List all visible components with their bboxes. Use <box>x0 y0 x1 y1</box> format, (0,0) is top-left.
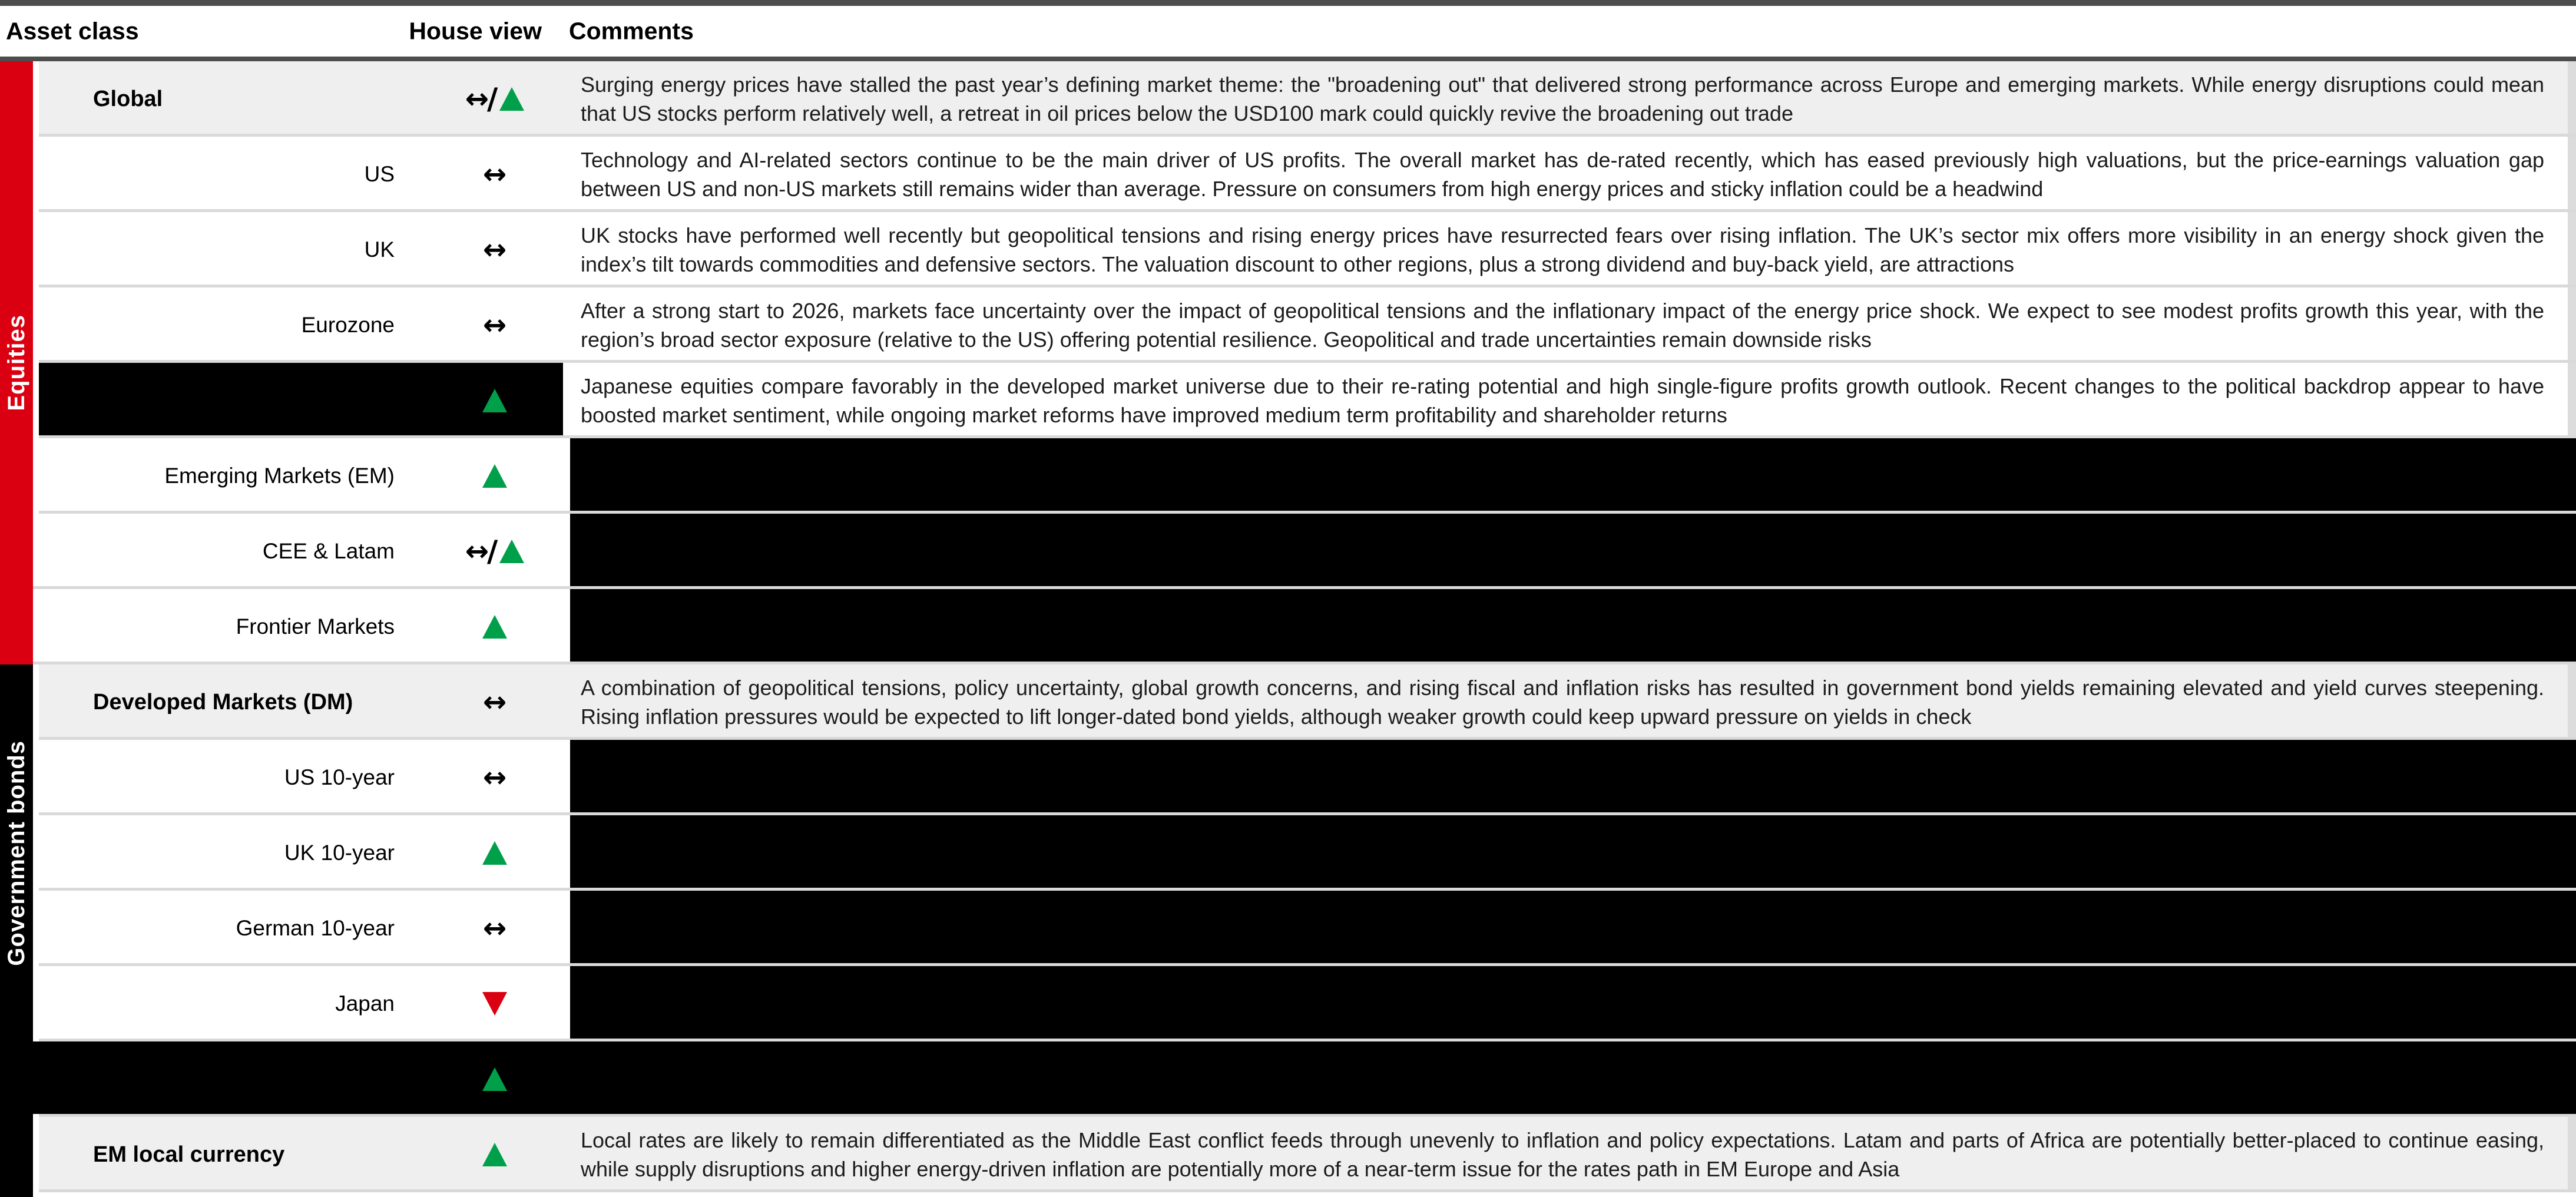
table-body <box>0 61 2576 1197</box>
table-row-eurozone <box>39 287 2576 363</box>
up-triangle-icon <box>482 1067 507 1091</box>
house-view-cell <box>436 992 554 1016</box>
neutral-arrow-icon: ↔ <box>482 912 507 945</box>
rows-container <box>39 61 2576 1192</box>
comment-cell <box>570 61 2576 137</box>
comment-cell <box>570 1041 2576 1117</box>
asset-class-cell <box>39 815 563 891</box>
neutral-arrow-icon: ↔ <box>482 686 507 719</box>
up-triangle-icon <box>482 841 507 865</box>
up-triangle-icon <box>482 1143 507 1166</box>
asset-class-cell <box>39 61 563 137</box>
comment-text: A combination of geopolitical tensions, policy uncertainty, global growth concerns, and rising fiscal and inflation risks has resulted in government bond yields remaining elevated and yield curves steepening. Rising inflation pressures would be expected to lift longer-dated bond yields, although weaker growth could keep upward pressure on yields in check <box>581 676 2544 729</box>
asset-class-cell <box>39 514 563 589</box>
column-gutter <box>563 438 570 514</box>
house-view-cell <box>436 841 554 865</box>
column-gutter <box>563 815 570 891</box>
table-row-uk <box>39 212 2576 287</box>
table-row-developed-markets-dm <box>39 664 2576 740</box>
comment-text: Technology and AI-related sectors continue to be the main driver of US profits. The overall market has de-rated recently, which has eased previously high valuations, but the price-earnings valuation gap between US and non-US markets still remains wider than average. Pressure on consumers from high energy prices and sticky inflation could be a headwind <box>581 148 2544 201</box>
comment-cell <box>570 363 2576 438</box>
up-triangle-icon <box>482 464 507 488</box>
asset-class-cell <box>39 1117 563 1192</box>
up-triangle-icon <box>482 389 507 412</box>
comment-cell <box>570 740 2576 815</box>
sidebar-section-equities <box>0 61 33 664</box>
table-row-japan <box>39 966 2576 1041</box>
table-row-cee-latam <box>39 514 2576 589</box>
sidebar-section-redacted <box>0 1041 33 1197</box>
column-gutter <box>563 664 570 740</box>
column-gutter <box>563 137 570 212</box>
table-row-frontier-markets <box>39 589 2576 664</box>
column-gutter <box>563 212 570 287</box>
house-view-cell <box>436 686 554 719</box>
column-gutter <box>563 1041 570 1117</box>
table-row-global <box>39 61 2576 137</box>
asset-class-cell <box>39 363 563 438</box>
slash-separator: / <box>486 82 498 116</box>
comment-cell <box>570 891 2576 966</box>
up-triangle-icon <box>482 615 507 639</box>
comment-cell <box>570 589 2576 664</box>
comment-cell <box>570 966 2576 1041</box>
up-triangle-icon <box>499 540 524 563</box>
asset-class-cell <box>39 740 563 815</box>
asset-class-label: Frontier Markets <box>236 614 395 639</box>
table-row-em-local-currency <box>39 1117 2576 1192</box>
asset-class-cell <box>39 589 563 664</box>
table-row-redacted-4 <box>39 363 2576 438</box>
neutral-arrow-icon: ↔ <box>482 761 507 794</box>
house-view-cell <box>436 1067 554 1091</box>
comment-cell <box>570 287 2576 363</box>
house-view-cell <box>436 1143 554 1166</box>
column-gutter <box>563 891 570 966</box>
asset-class-cell <box>39 438 563 514</box>
sidebar-section-government-bonds <box>0 664 33 1041</box>
comment-cell <box>570 137 2576 212</box>
comment-cell <box>570 514 2576 589</box>
comment-cell <box>570 664 2576 740</box>
house-view-cell <box>436 464 554 488</box>
comment-cell <box>570 815 2576 891</box>
asset-class-cell <box>39 287 563 363</box>
comment-cell <box>570 212 2576 287</box>
table-row-emerging-markets-em <box>39 438 2576 514</box>
column-gutter <box>563 589 570 664</box>
house-view-cell <box>436 309 554 342</box>
table-row-uk-10-year <box>39 815 2576 891</box>
column-gutter <box>563 514 570 589</box>
slash-separator: / <box>486 534 498 568</box>
asset-class-label: Japan <box>335 991 395 1016</box>
comment-text: UK stocks have performed well recently but geopolitical tensions and rising energy prices have resurrected fears over rising inflation. The UK’s sector mix offers more visibility in an energy shock given the index’s tilt towards commodities and defensive sectors. The valuation discount to other regions, plus a strong dividend and buy-back yield, are attractions <box>581 223 2544 276</box>
house-view-cell <box>436 84 554 114</box>
sidebar-label-equities: Equities <box>3 315 29 411</box>
column-gutter <box>563 1117 570 1192</box>
table-row-us-10-year <box>39 740 2576 815</box>
col-header-house-view: House view <box>409 17 542 45</box>
col-header-asset-class: Asset class <box>6 17 139 45</box>
asset-class-label: UK 10-year <box>284 841 395 865</box>
asset-class-cell <box>39 664 563 740</box>
comment-text: After a strong start to 2026, markets face uncertainty over the impact of geopolitical tensions and the inflationary impact of the energy price shock. We expect to see modest profits growth this year, with the region’s broad sector exposure (relative to the US) offering potential resilience. Geopolitical and trade uncertainties remain downside risks <box>581 299 2544 352</box>
asset-class-label: Global <box>93 86 163 111</box>
house-view-cell <box>436 160 554 189</box>
up-triangle-icon <box>499 87 524 111</box>
asset-class-label: US 10-year <box>284 765 395 789</box>
neutral-arrow-icon: ↔ <box>482 309 507 342</box>
table-row-us <box>39 137 2576 212</box>
asset-class-label: Developed Markets (DM) <box>93 689 353 715</box>
asset-class-label: UK <box>364 237 395 262</box>
house-view-cell <box>436 534 554 568</box>
down-triangle-icon <box>482 992 507 1016</box>
asset-class-label: Emerging Markets (EM) <box>164 464 395 488</box>
table-row-german-10-year <box>39 891 2576 966</box>
column-gutter <box>563 61 570 137</box>
asset-class-cell <box>39 212 563 287</box>
header-rule <box>0 57 2576 61</box>
neutral-arrow-icon: ↔ <box>465 535 489 568</box>
column-gutter <box>563 363 570 438</box>
comment-text: Local rates are likely to remain differentiated as the Middle East conflict feeds through unevenly to inflation and policy expectations. Latam and parts of Africa are potentially better-placed to continue easing, while supply disruptions and higher energy-driven inflation are potentially more of a near-term issue for the rates path in EM Europe and Asia <box>581 1128 2544 1181</box>
asset-class-cell <box>39 966 563 1041</box>
asset-class-label: German 10-year <box>236 916 395 940</box>
neutral-arrow-icon: ↔ <box>482 158 507 191</box>
column-gutter <box>563 287 570 363</box>
asset-class-label: Eurozone <box>301 313 395 337</box>
neutral-arrow-icon: ↔ <box>482 233 507 266</box>
table-row-redacted-13 <box>39 1041 2576 1117</box>
house-view-cell <box>436 615 554 639</box>
house-view-cell <box>436 233 554 266</box>
column-gutter <box>563 740 570 815</box>
col-header-comments: Comments <box>569 17 694 45</box>
asset-class-label: EM local currency <box>93 1142 285 1167</box>
asset-class-cell <box>39 1041 563 1117</box>
column-gutter <box>563 966 570 1041</box>
asset-class-label: US <box>364 162 395 186</box>
house-view-cell <box>436 389 554 412</box>
table-header <box>0 6 2576 57</box>
asset-class-cell <box>39 137 563 212</box>
comment-cell <box>570 1117 2576 1192</box>
comment-text: Surging energy prices have stalled the past year’s defining market theme: the "broadening out" that delivered strong performance across Europe and emerging markets. While energy disruptions could mean that US stocks perform relatively well, a retreat in oil prices below the USD100 mark could quickly revive the broadening out trade <box>581 72 2544 125</box>
sidebar-label-government-bonds: Government bonds <box>3 740 29 966</box>
asset-class-cell <box>39 891 563 966</box>
house-view-cell <box>436 763 554 792</box>
neutral-arrow-icon: ↔ <box>465 82 489 115</box>
comment-cell <box>570 438 2576 514</box>
house-view-cell <box>436 914 554 943</box>
top-rule <box>0 0 2576 6</box>
asset-class-label: CEE & Latam <box>262 539 395 563</box>
comment-text: Japanese equities compare favorably in the developed market universe due to their re-rating potential and high single-figure profits growth outlook. Recent changes to the political backdrop appear to have boosted market sentiment, while ongoing market reforms have improved medium term profitability and shareholder returns <box>581 374 2544 427</box>
